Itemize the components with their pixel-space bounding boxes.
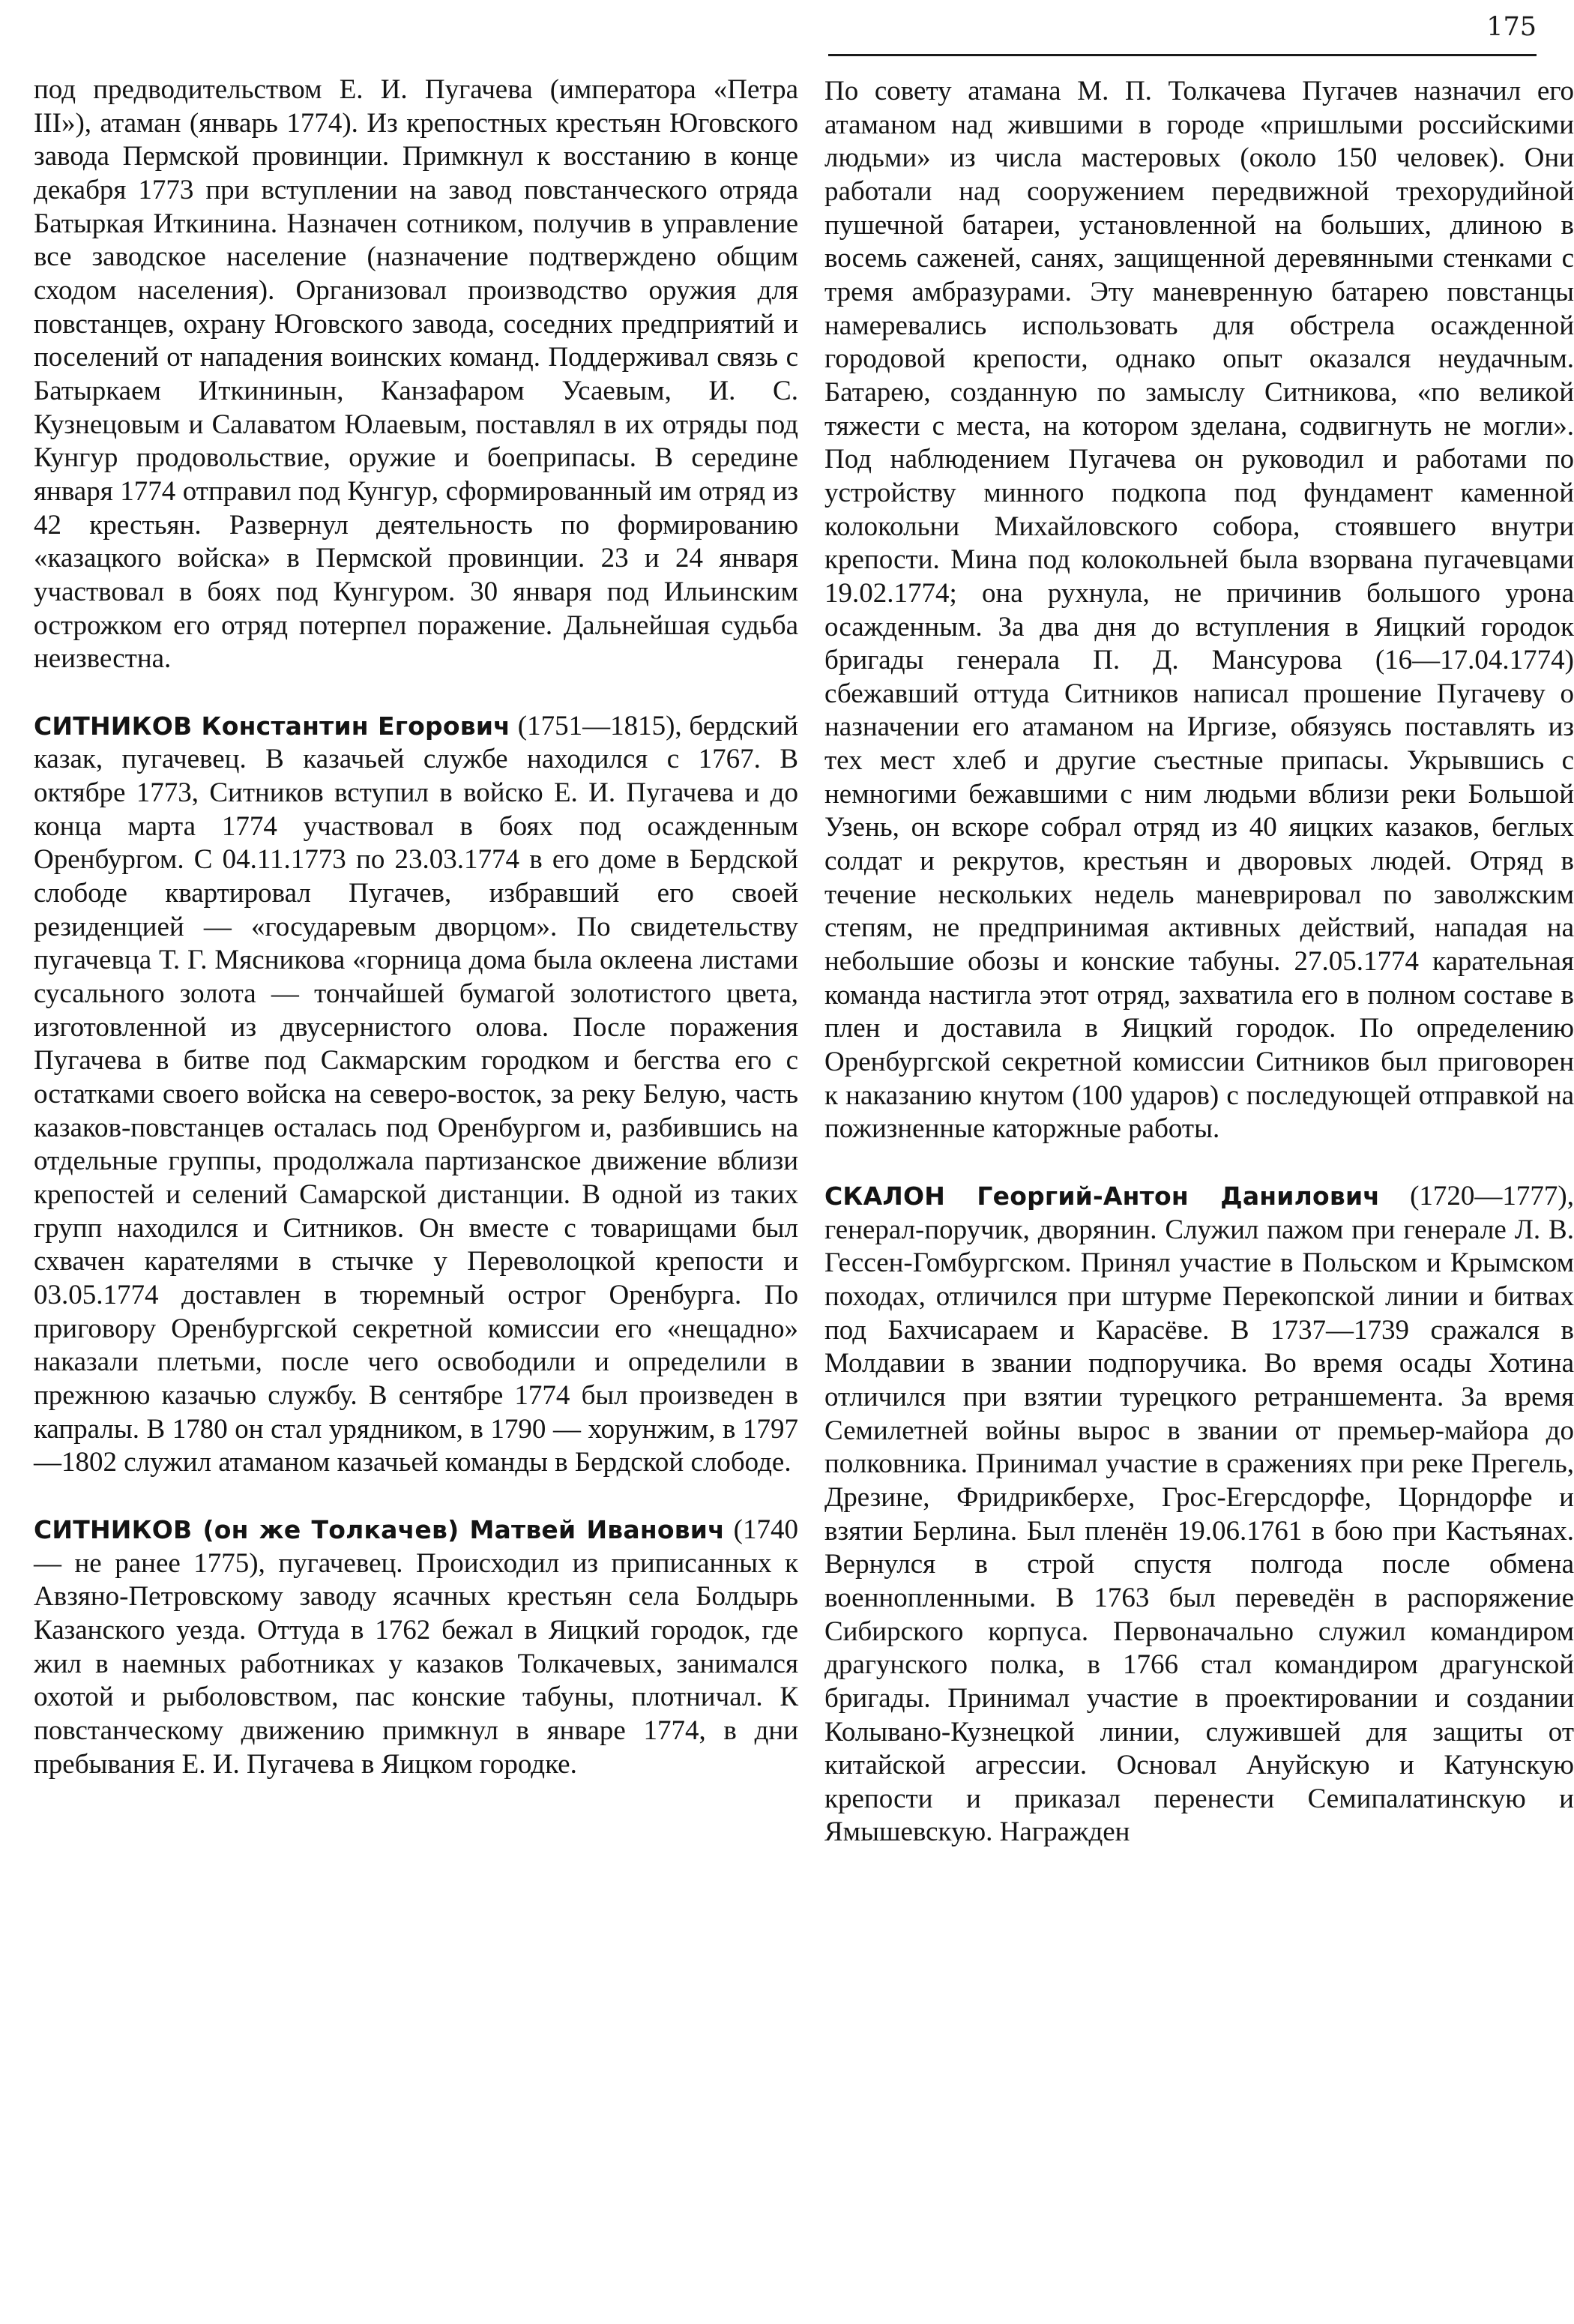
left-column [34,73,798,1781]
entry-headword: СИТНИКОВ Константин Егорович [34,711,510,741]
entry-headword: СИТНИКОВ (он же Толкачев) Матвей Иванович [34,1514,725,1544]
entry-skalon [824,1180,1574,1849]
continued-entry-text: По совету атамана М. П. Толкачева Пугачев назначил его атаманом над жившими в городе «пришлыми российскими людьми» из числа мастеровых (около 150 человек). Они работали над сооружением передвижной трехорудийной пушечной батареи, установленной на больших, длиною в восемь саженей, санях, защищенной деревянными стенками с тремя амбразурами. Эту маневренную батарею повстанцы намеревались использовать для обстрела осажденной городовой крепости, однако опыт оказался неудачным. Батарею, созданную по замыслу Ситникова, «по великой тяжести с места, на котором зделана, содвигнуть не могли». Под наблюдением Пугачева он руководил и работами по устройству минного подкопа под фундамент каменной колокольни Михайловского собора, стоявшего внутри крепости. Мина под колокольней была взорвана пугачевцами 19.02.1774; она рухнула, не причинив большого урона осажденным. За два дня до вступления в Яицкий городок бригады генерала П. Д. Мансурова (16—17.04.1774) сбежавший оттуда Ситников написал прошение Пугачеву о назначении его атаманом на Иргизе, обязуясь поставлять из тех мест хлеб и другие съестные припасы. Укрывшись с немногими бежавшими с ним людьми вблизи реки Большой Узень, он вскоре собрал отряд из 40 яицких казаков, беглых солдат и рекрутов, крестьян и дворовых людей. Отряд в течение нескольких недель маневрировал по заволжским степям, не предпринимая активных действий, нападая на небольшие обозы и конские табуны. 27.05.1774 карательная команда настигла этот отряд, захватила его в полном составе в плен и доставила в Яицкий городок. По определению Оренбургской секретной комиссии Ситников был приговорен к наказанию кнутом (100 ударов) с последующей отправкой на пожизненные каторжные работы. [824,76,1574,1145]
entry-body: (1740 — не ранее 1775), пугачевец. Происходил из приписанных к Авзяно-Петровскому заводу ясачных крестьян села Болдырь Казанского уезда. Оттуда в 1762 бежал в Яицкий городок, где жил в наемных работниках у казаков Толкачевых, занимался охотой и рыболовством, пас конские табуны, плотничал. К повстанческому движению примкнул в январе 1774, в дни пребывания Е. И. Пугачева в Яицком городке. [34,1514,798,1780]
entry-sitnikov-konstantin [34,710,798,1480]
header-rule [828,54,1537,56]
entry-body: (1720—1777), генерал-поручик, дворянин. Служил пажом при генерале Л. В. Гессен-Гомбургском. Принял участие в Польском и Крымском походах, отличился при штурме Перекопской линии и битвах под Бахчисараем и Карасёве. В 1737—1739 сражался в Молдавии в звании подпоручика. Во время осады Хотина отличился при взятии турецкого ретраншемента. За время Семилетней войны вырос в звании от премьер-майора до полковника. Принимал участие в сражениях при реке Прегель, Дрезине, Фридрикберхе, Грос-Егерсдорфе, Цорндорфе и взятии Берлина. Был пленён 19.06.1761 в бою при Кастьянах. Вернулся в строй спустя полгода после обмена военнопленными. В 1763 был переведён в распоряжение Сибирского корпуса. Первоначально служил командиром драгунского полка, в 1766 стал командиром драгунской бригады. Принимал участие в проектировании и создании Колывано-Кузнецкой линии, служившей для защиты от китайской агрессии. Основал Ануйскую и Катунскую крепости и приказал перенести Семипалатинскую и Ямышевскую. Награжден [824,1181,1574,1848]
right-column [824,75,1574,1849]
entry-sitnikov-matvey [34,1514,798,1781]
page-number: 175 [1486,12,1537,42]
continued-entry-text: под предводительством Е. И. Пугачева (императора «Петра III»), атаман (январь 1774). Из крепостных крестьян Юговского завода Пермской провинции. Примкнул к восстанию в конце декабря 1773 при вступлении на завод повстанческого отряда Батыркая Иткинина. Назначен сотником, получив в управление все заводское население (назначение подтверждено общим сходом населения). Организовал производство оружия для повстанцев, охрану Юговского завода, соседних предприятий и поселений от нападения воинских команд. Поддерживал связь с Батыркаем Иткининын, Канзафаром Усаевым, И. С. Кузнецовым и Салаватом Юлаевым, поставлял в их отряды под Кунгур продовольствие, оружие и боеприпасы. В середине января 1774 отправил под Кунгур, сформированный им отряд из 42 крестьян. Развернул деятельность по формированию «казацкого войска» в Пермской провинции. 23 и 24 января участвовал в боях под Кунгуром. 30 января под Ильинским острожком его отряд потерпел поражение. Дальнейшая судьба неизвестна. [34,74,798,675]
entry-body: (1751—1815), бердский казак, пугачевец. В казачьей службе находился с 1767. В октябре 1773, Ситников вступил в войско Е. И. Пугачева и до конца марта 1774 участвовал в боях под осажденным Оренбургом. С 04.11.1773 по 23.03.1774 в его доме в Бердской слободе квартировал Пугачев, избравший его своей резиденцией — «государевым дворцом». По свидетельству пугачевца Т. Г. Мясникова «горница дома была оклеена листами сусального золота — тончайшей бумагой золотистого цвета, изготовленной из двусернистого олова. После поражения Пугачева в битве под Сакмарским городком и бегства его с остатками своего войска на северо-восток, за реку Белую, часть казаков-повстанцев осталась под Оренбургом и, разбившись на отдельные группы, продолжала партизанское движение вблизи крепостей и селений Самарской дистанции. В одной из таких групп находился и Ситников. Он вместе с товарищами был схвачен карателями в стычке у Переволоцкой крепости и 03.05.1774 доставлен в тюремный острог Оренбурга. По приговору Оренбургской секретной комиссии его «нещадно» наказали плетьми, после чего освободили и определили в прежнюю казачью службу. В сентябре 1774 был произведен в капралы. В 1780 он стал урядником, в 1790 — хорунжим, в 1797—1802 служил атаманом казачьей команды в Бердской слободе. [34,710,798,1478]
entry-headword: СКАЛОН Георгий-Антон Данилович [824,1181,1381,1211]
